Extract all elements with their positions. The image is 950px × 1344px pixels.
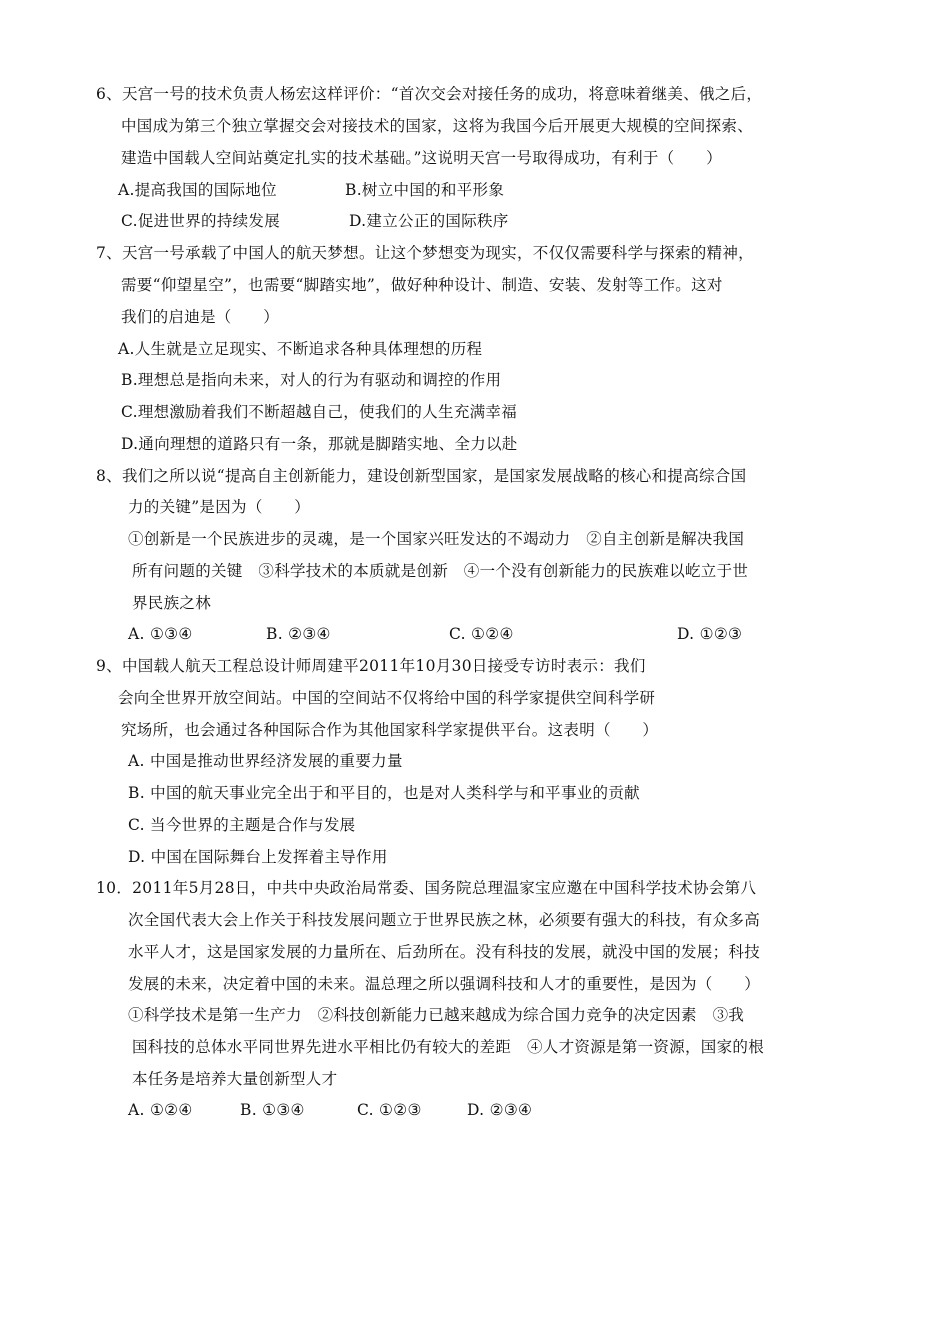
question-8-option-c: C. ①②④ — [449, 625, 514, 643]
question-9-option-a: A. 中国是推动世界经济发展的重要力量 — [128, 752, 403, 770]
question-6-line-2: 中国成为第三个独立掌握交会对接技术的国家，这将为我国今后开展更大规模的空间探索、 — [121, 117, 754, 135]
question-10-line-1: 10．2011年5月28日，中共中央政治局常委、国务院总理温家宝应邀在中国科学技术协会第八 — [96, 879, 757, 897]
question-10-line-3: 水平人才，这是国家发展的力量所在、后劲所在。没有科技的发展，就没中国的发展；科技 — [128, 943, 761, 961]
question-7-option-c: C.理想激励着我们不断超越自己，使我们的人生充满幸福 — [121, 403, 518, 421]
question-8-line-2: 力的关键”是因为（ ） — [128, 498, 311, 516]
question-7-line-2: 需要“仰望星空”，也需要“脚踏实地”，做好种种设计、制造、安装、发射等工作。这对 — [121, 276, 723, 294]
question-10-line-2: 次全国代表大会上作关于科技发展问题立于世界民族之林，必须要有强大的科技，有众多高 — [128, 911, 761, 929]
question-6-line-3: 建造中国载人空间站奠定扎实的技术基础。”这说明天宫一号取得成功，有利于（ ） — [121, 149, 722, 167]
question-9-line-3: 究场所，也会通过各种国际合作为其他国家科学家提供平台。这表明（ ） — [121, 721, 659, 739]
question-7-line-1: 7、天宫一号承载了中国人的航天梦想。让这个梦想变为现实，不仅仅需要科学与探索的精神， — [96, 244, 754, 262]
question-8-option-a: A. ①③④ — [128, 625, 193, 643]
question-9-option-b: B. 中国的航天事业完全出于和平目的，也是对人类科学与和平事业的贡献 — [128, 784, 640, 802]
question-10-option-d: D. ②③④ — [467, 1101, 533, 1119]
question-10-option-c: C. ①②③ — [357, 1101, 422, 1119]
question-10-option-b: B. ①③④ — [240, 1101, 305, 1119]
question-10-statement-3: 本任务是培养大量创新型人才 — [132, 1070, 338, 1088]
question-8-option-d: D. ①②③ — [677, 625, 743, 643]
question-9-option-d: D. 中国在国际舞台上发挥着主导作用 — [128, 848, 388, 866]
question-10-statement-2: 国科技的总体水平同世界先进水平相比仍有较大的差距 ④人才资源是第一资源，国家的根 — [132, 1038, 765, 1056]
question-6-line-1: 6、天宫一号的技术负责人杨宏这样评价：“首次交会对接任务的成功，将意味着继美、俄之后， — [96, 85, 763, 103]
question-8-statement-3: 界民族之林 — [132, 594, 212, 612]
question-7-option-b: B.理想总是指向未来，对人的行为有驱动和调控的作用 — [121, 371, 502, 389]
question-8-line-1: 8、我们之所以说“提高自主创新能力，建设创新型国家，是国家发展战略的核心和提高综合国 — [96, 467, 747, 485]
question-8-option-b: B. ②③④ — [266, 625, 331, 643]
question-7-option-a: A.人生就是立足现实、不断追求各种具体理想的历程 — [118, 340, 483, 358]
question-9-line-1: 9、中国载人航天工程总设计师周建平2011年10月30日接受专访时表示：我们 — [96, 657, 646, 675]
question-7-line-3: 我们的启迪是（ ） — [121, 308, 280, 326]
question-10-option-a: A. ①②④ — [128, 1101, 193, 1119]
question-6-option-b: B.树立中国的和平形象 — [345, 181, 505, 199]
question-9-line-2: 会向全世界开放空间站。中国的空间站不仅将给中国的科学家提供空间科学研 — [118, 689, 656, 707]
question-10-statement-1: ①科学技术是第一生产力 ②科技创新能力已越来越成为综合国力竞争的决定因素 ③我 — [128, 1006, 745, 1024]
question-10-line-4: 发展的未来，决定着中国的未来。温总理之所以强调科技和人才的重要性，是因为（ ） — [128, 975, 761, 993]
question-7-option-d: D.通向理想的道路只有一条，那就是脚踏实地、全力以赴 — [121, 435, 518, 453]
question-6-option-d: D.建立公正的国际秩序 — [349, 212, 509, 230]
question-8-statement-2: 所有问题的关键 ③科学技术的本质就是创新 ④一个没有创新能力的民族难以屹立于世 — [132, 562, 749, 580]
question-9-option-c: C. 当今世界的主题是合作与发展 — [128, 816, 356, 834]
question-8-statement-1: ①创新是一个民族进步的灵魂，是一个国家兴旺发达的不竭动力 ②自主创新是解决我国 — [128, 530, 745, 548]
question-6-option-a: A.提高我国的国际地位 — [118, 181, 277, 199]
question-6-option-c: C.促进世界的持续发展 — [121, 212, 281, 230]
